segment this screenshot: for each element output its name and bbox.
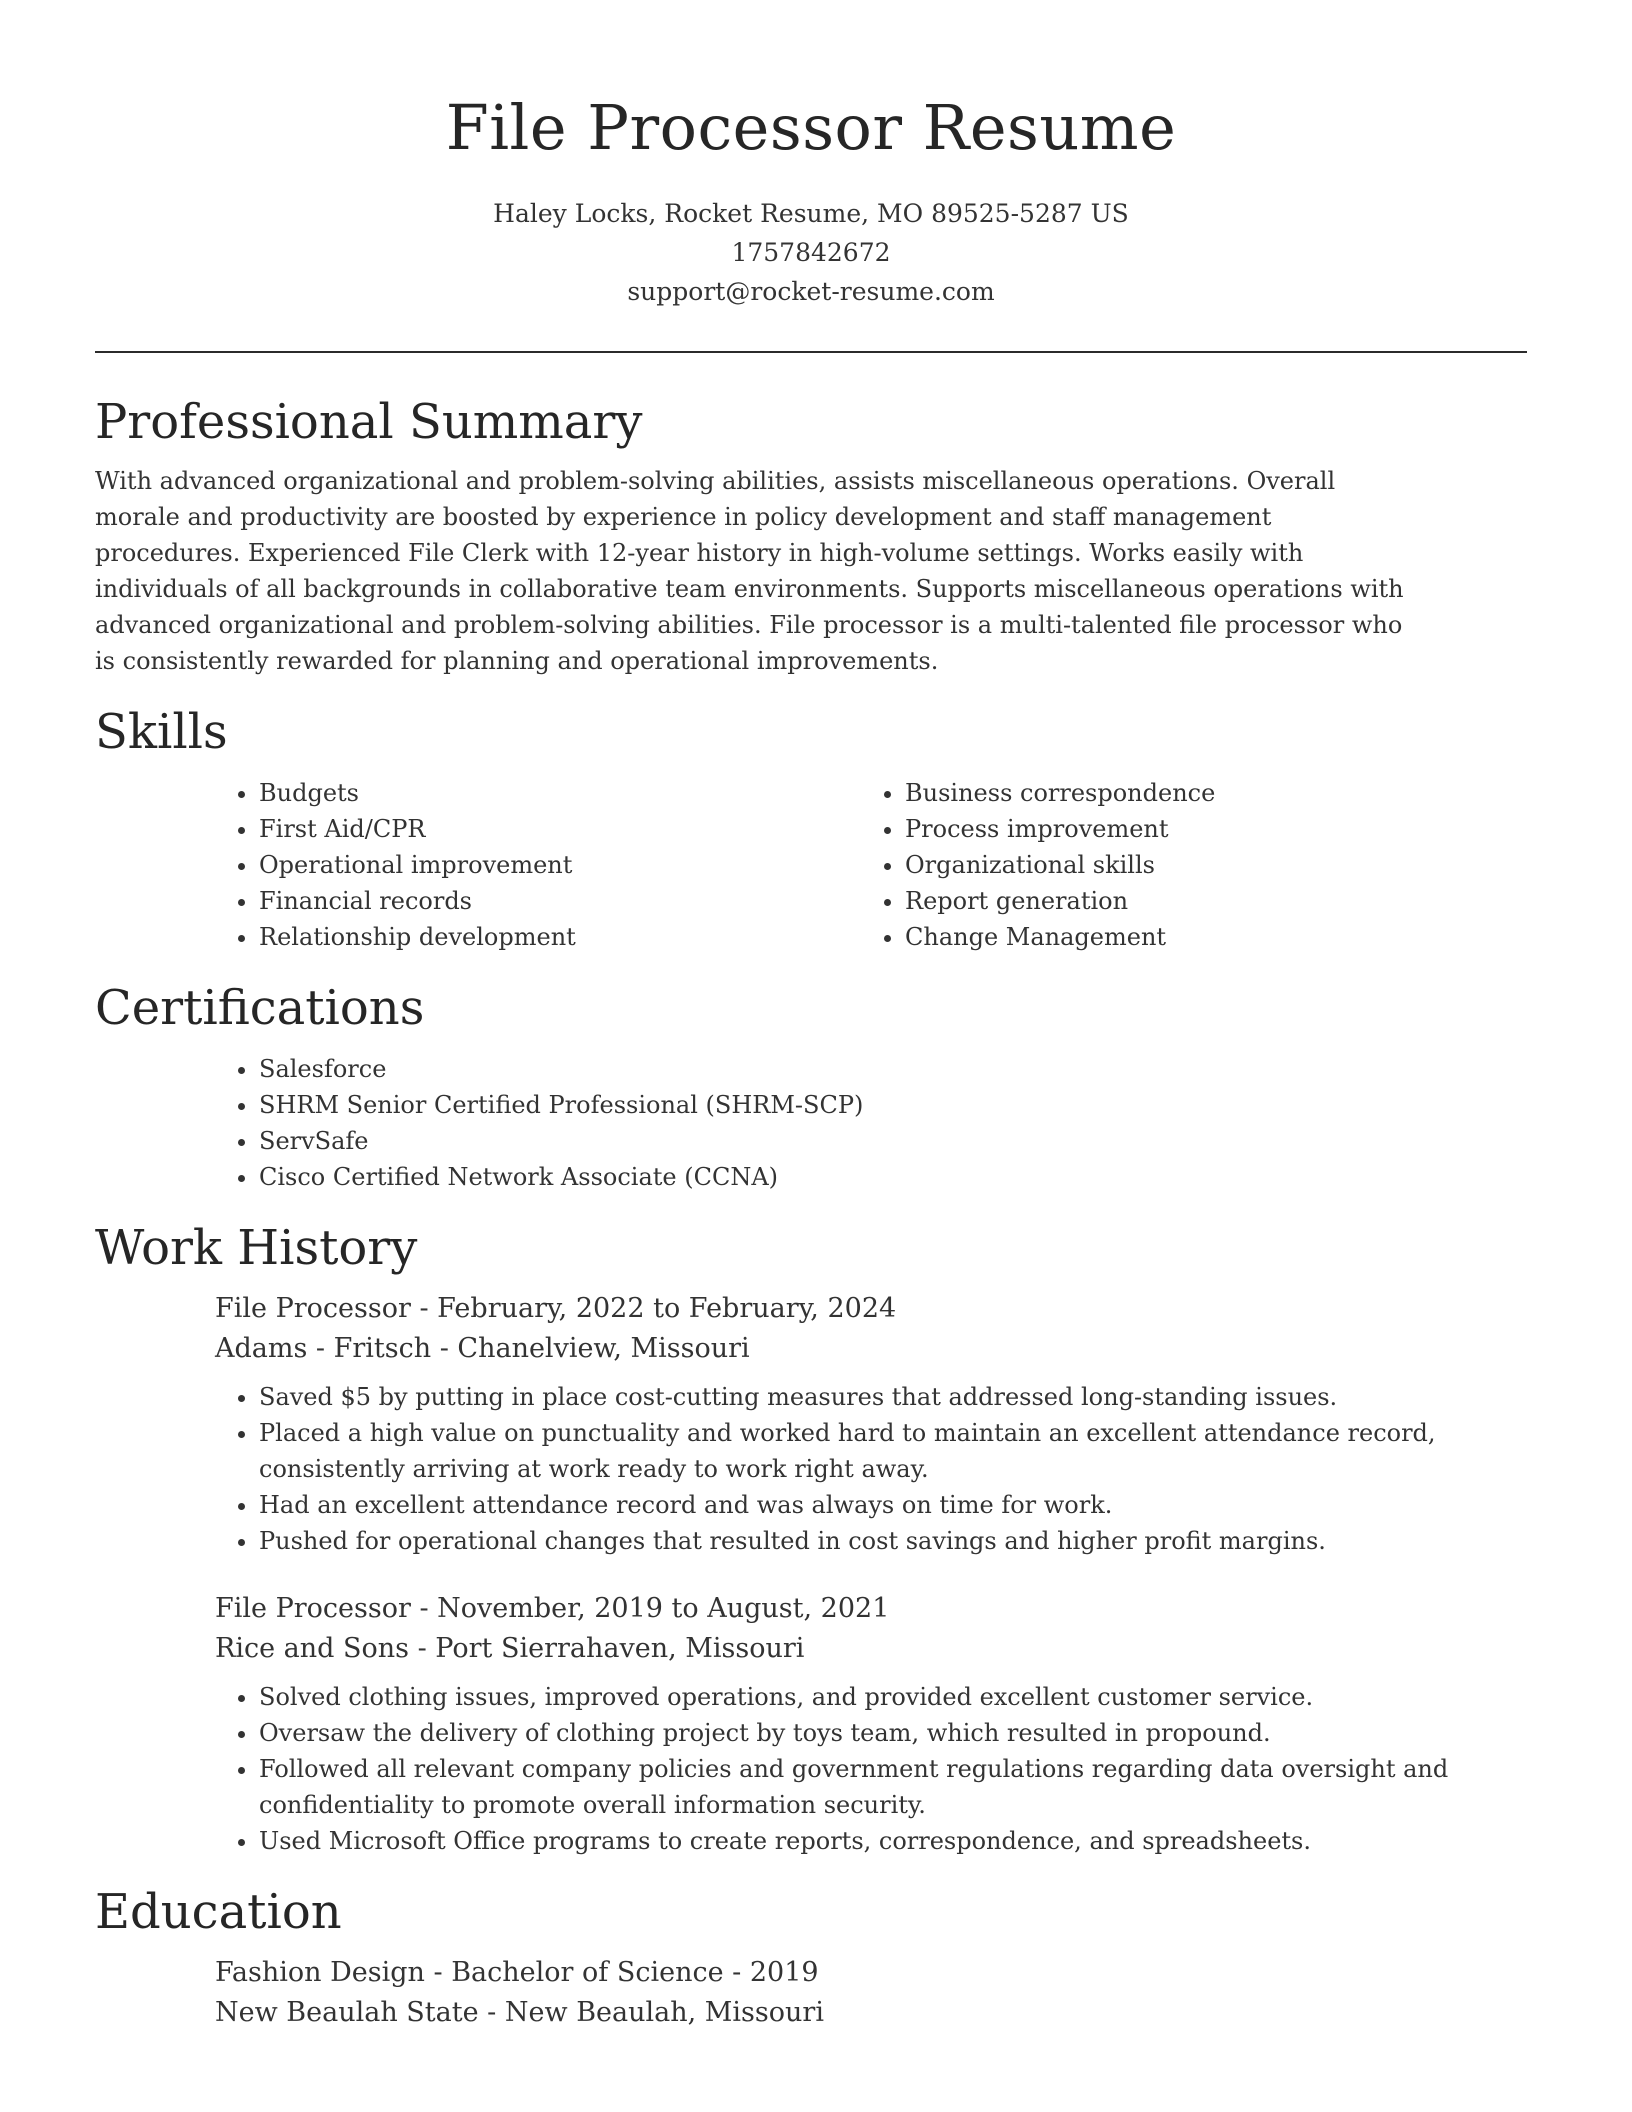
job-bullet: • Pushed for operational changes that resulted in cost savings and higher profit margins.	[259, 1523, 1527, 1559]
education-school: New Beaulah State	[215, 1997, 479, 2028]
job-location: Port Sierrahaven, Missouri	[435, 1633, 805, 1664]
job-company-line: Rice and Sons - Port Sierrahaven, Missouri	[215, 1633, 805, 1664]
education-year: 2019	[749, 1957, 819, 1988]
job-bullet: • Saved $5 by putting in place cost-cutting measures that addressed long-standing issues.	[259, 1379, 1527, 1415]
contact-email: support@rocket-resume.com	[627, 277, 995, 306]
certifications-heading: Certifications	[95, 980, 425, 1036]
job-bullet: • Solved clothing issues, improved operations, and provided excellent customer service.	[259, 1679, 1527, 1715]
certification-item: • Cisco Certified Network Associate (CCNA)	[259, 1159, 1527, 1195]
education-degree: Bachelor of Science	[451, 1957, 724, 1988]
work-history-section	[95, 1213, 1527, 1859]
job-company: Adams - Fritsch	[215, 1333, 432, 1364]
job-bullets	[215, 1379, 1527, 1559]
education-field: Fashion Design	[215, 1957, 425, 1988]
job-bullet: • Followed all relevant company policies and government regulations regarding data oversight and confidentiality to promote overall information security.	[259, 1751, 1527, 1823]
skill-item: • Organizational skills	[905, 847, 1507, 883]
job-location: Chanelview, Missouri	[457, 1333, 750, 1364]
certification-item: • SHRM Senior Certified Professional (SHRM-SCP)	[259, 1087, 1527, 1123]
skill-item: • Change Management	[905, 919, 1507, 955]
job-bullet-list	[215, 1379, 1527, 1559]
skill-item: • Operational improvement	[259, 847, 861, 883]
education-school-line: New Beaulah State - New Beaulah, Missouri	[215, 1997, 824, 2028]
skill-item: • Report generation	[905, 883, 1507, 919]
skills-section	[95, 697, 1527, 955]
skills-column-right	[861, 775, 1507, 955]
job-title: File Processor	[215, 1593, 411, 1624]
job-bullet: • Oversaw the delivery of clothing project by toys team, which resulted in propound.	[259, 1715, 1527, 1751]
summary-text: With advanced organizational and problem-solving abilities, assists miscellaneous operations. Overall morale and productivity are boosted by experience in policy development and staff management procedures. Experienced File Clerk with 12-year history in high-volume settings. Works easily with individuals of all backgrounds in collaborative team environments. Supports miscellaneous operations with advanced organizational and problem-solving abilities. File processor is a multi-talented file processor who is consistently rewarded for planning and operational improvements.	[95, 467, 1404, 675]
job-bullet: • Placed a high value on punctuality and worked hard to maintain an excellent attendance record, consistently arriving at work ready to work right away.	[259, 1415, 1527, 1487]
job-title-line: File Processor - February, 2022 to February, 2024	[215, 1293, 897, 1324]
contact-phone: 1757842672	[731, 238, 891, 267]
job-company: Rice and Sons	[215, 1633, 409, 1664]
skill-item: • First Aid/CPR	[259, 811, 861, 847]
skills-heading: Skills	[95, 704, 228, 760]
skill-item: • Process improvement	[905, 811, 1507, 847]
education-location: New Beaulah, Missouri	[504, 1997, 824, 2028]
skills-column-left	[215, 775, 861, 955]
skills-columns	[215, 775, 1527, 955]
job-bullet: • Used Microsoft Office programs to create reports, correspondence, and spreadsheets.	[259, 1823, 1527, 1859]
job-bullet-list	[215, 1679, 1527, 1859]
work-history-heading: Work History	[95, 1220, 418, 1276]
certification-item: • Salesforce	[259, 1051, 1527, 1087]
job-bullets	[215, 1679, 1527, 1859]
resume-title: File Processor Resume	[445, 91, 1177, 164]
job-title-line: File Processor - November, 2019 to August, 2021	[215, 1593, 890, 1624]
job-title: File Processor	[215, 1293, 411, 1324]
skill-item: • Relationship development	[259, 919, 861, 955]
header-divider	[95, 351, 1527, 353]
job-entry	[215, 1589, 1527, 1859]
job-company-line: Adams - Fritsch - Chanelview, Missouri	[215, 1333, 750, 1364]
skill-item: • Business correspondence	[905, 775, 1507, 811]
skills-list-right	[861, 775, 1507, 955]
summary-heading: Professional Summary	[95, 394, 643, 450]
job-bullet: • Had an excellent attendance record and was always on time for work.	[259, 1487, 1527, 1523]
job-dates: November, 2019 to August, 2021	[437, 1593, 890, 1624]
certifications-body	[215, 1051, 1527, 1195]
certifications-section	[95, 973, 1527, 1195]
contact-address: Haley Locks, Rocket Resume, MO 89525-5287 US	[493, 199, 1129, 228]
skill-item: • Financial records	[259, 883, 861, 919]
education-heading: Education	[95, 1884, 342, 1940]
education-section	[95, 1877, 1527, 2033]
resume-header	[95, 0, 1527, 311]
resume-page	[95, 0, 1527, 2033]
summary-section	[95, 387, 1527, 679]
certification-item: • ServSafe	[259, 1123, 1527, 1159]
skills-list-left	[215, 775, 861, 955]
education-entry	[215, 1953, 1527, 2033]
certifications-list	[215, 1051, 1527, 1195]
job-dates: February, 2022 to February, 2024	[437, 1293, 897, 1324]
education-degree-line: Fashion Design - Bachelor of Science - 2019	[215, 1957, 819, 1988]
contact-info	[95, 194, 1527, 311]
job-entry	[215, 1289, 1527, 1559]
skill-item: • Budgets	[259, 775, 861, 811]
